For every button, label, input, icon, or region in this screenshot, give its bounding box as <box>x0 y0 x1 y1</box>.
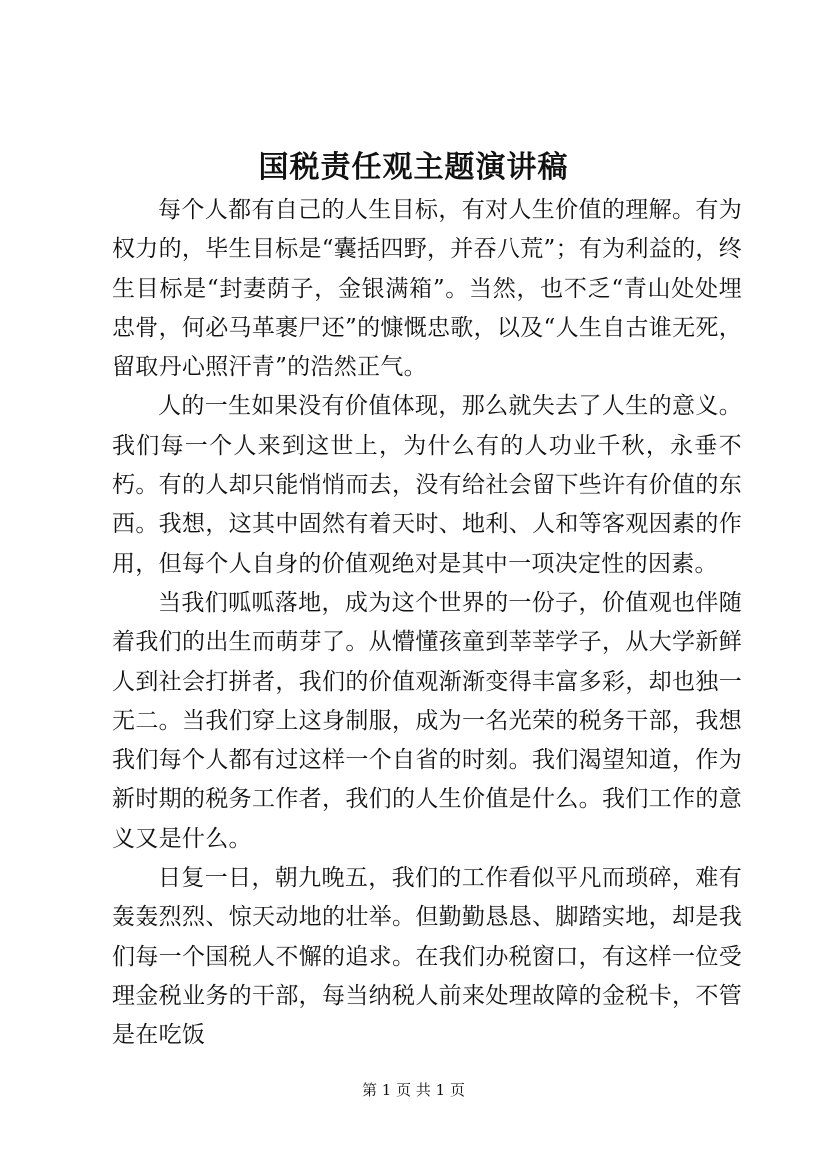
paragraph-3: 当我们呱呱落地，成为这个世界的一份子，价值观也伴随着我们的出生而萌芽了。从懵懂孩童到莘莘学子，从大学新鲜人到社会打拼者，我们的价值观渐渐变得丰富多彩，却也独一无二。当我们穿上这身制服，成为一名光荣的税务干部，我想我们每个人都有过这样一个自省的时刻。我们渴望知道，作为新时期的税务工作者，我们的人生价值是什么。我们工作的意义又是什么。 <box>112 589 742 852</box>
page-footer: 第 1 页 共 1 页 <box>362 1081 465 1099</box>
paragraph-1: 每个人都有自己的人生目标，有对人生价值的理解。有为权力的，毕生目标是“囊括四野，并吞八荒”；有为利益的，终生目标是“封妻荫子，金银满箱”。当然，也不乏“青山处处埋忠骨，何必马革裹尸还”的慷慨忠歌，以及“人生自古谁无死，留取丹心照汗青”的浩然正气。 <box>112 197 742 381</box>
paragraph-2: 人的一生如果没有价值体现，那么就失去了人生的意义。我们每一个人来到这世上，为什么有的人功业千秋，永垂不朽。有的人却只能悄悄而去，没有给社会留下些许有价值的东西。我想，这其中固然有着天时、地利、人和等客观因素的作用，但每个人自身的价值观绝对是其中一项决定性的因素。 <box>112 393 742 577</box>
document-body <box>112 191 742 1056</box>
document-title: 国税责任观主题演讲稿 <box>258 150 569 185</box>
paragraph-4: 日复一日，朝九晚五，我们的工作看似平凡而琐碎，难有轰轰烈烈、惊天动地的壮举。但勤勤恳恳、脚踏实地，却是我们每一个国税人不懈的追求。在我们办税窗口，有这样一位受理金税业务的干部，每当纳税人前来处理故障的金税卡，不管是在吃饭 <box>112 865 742 1049</box>
